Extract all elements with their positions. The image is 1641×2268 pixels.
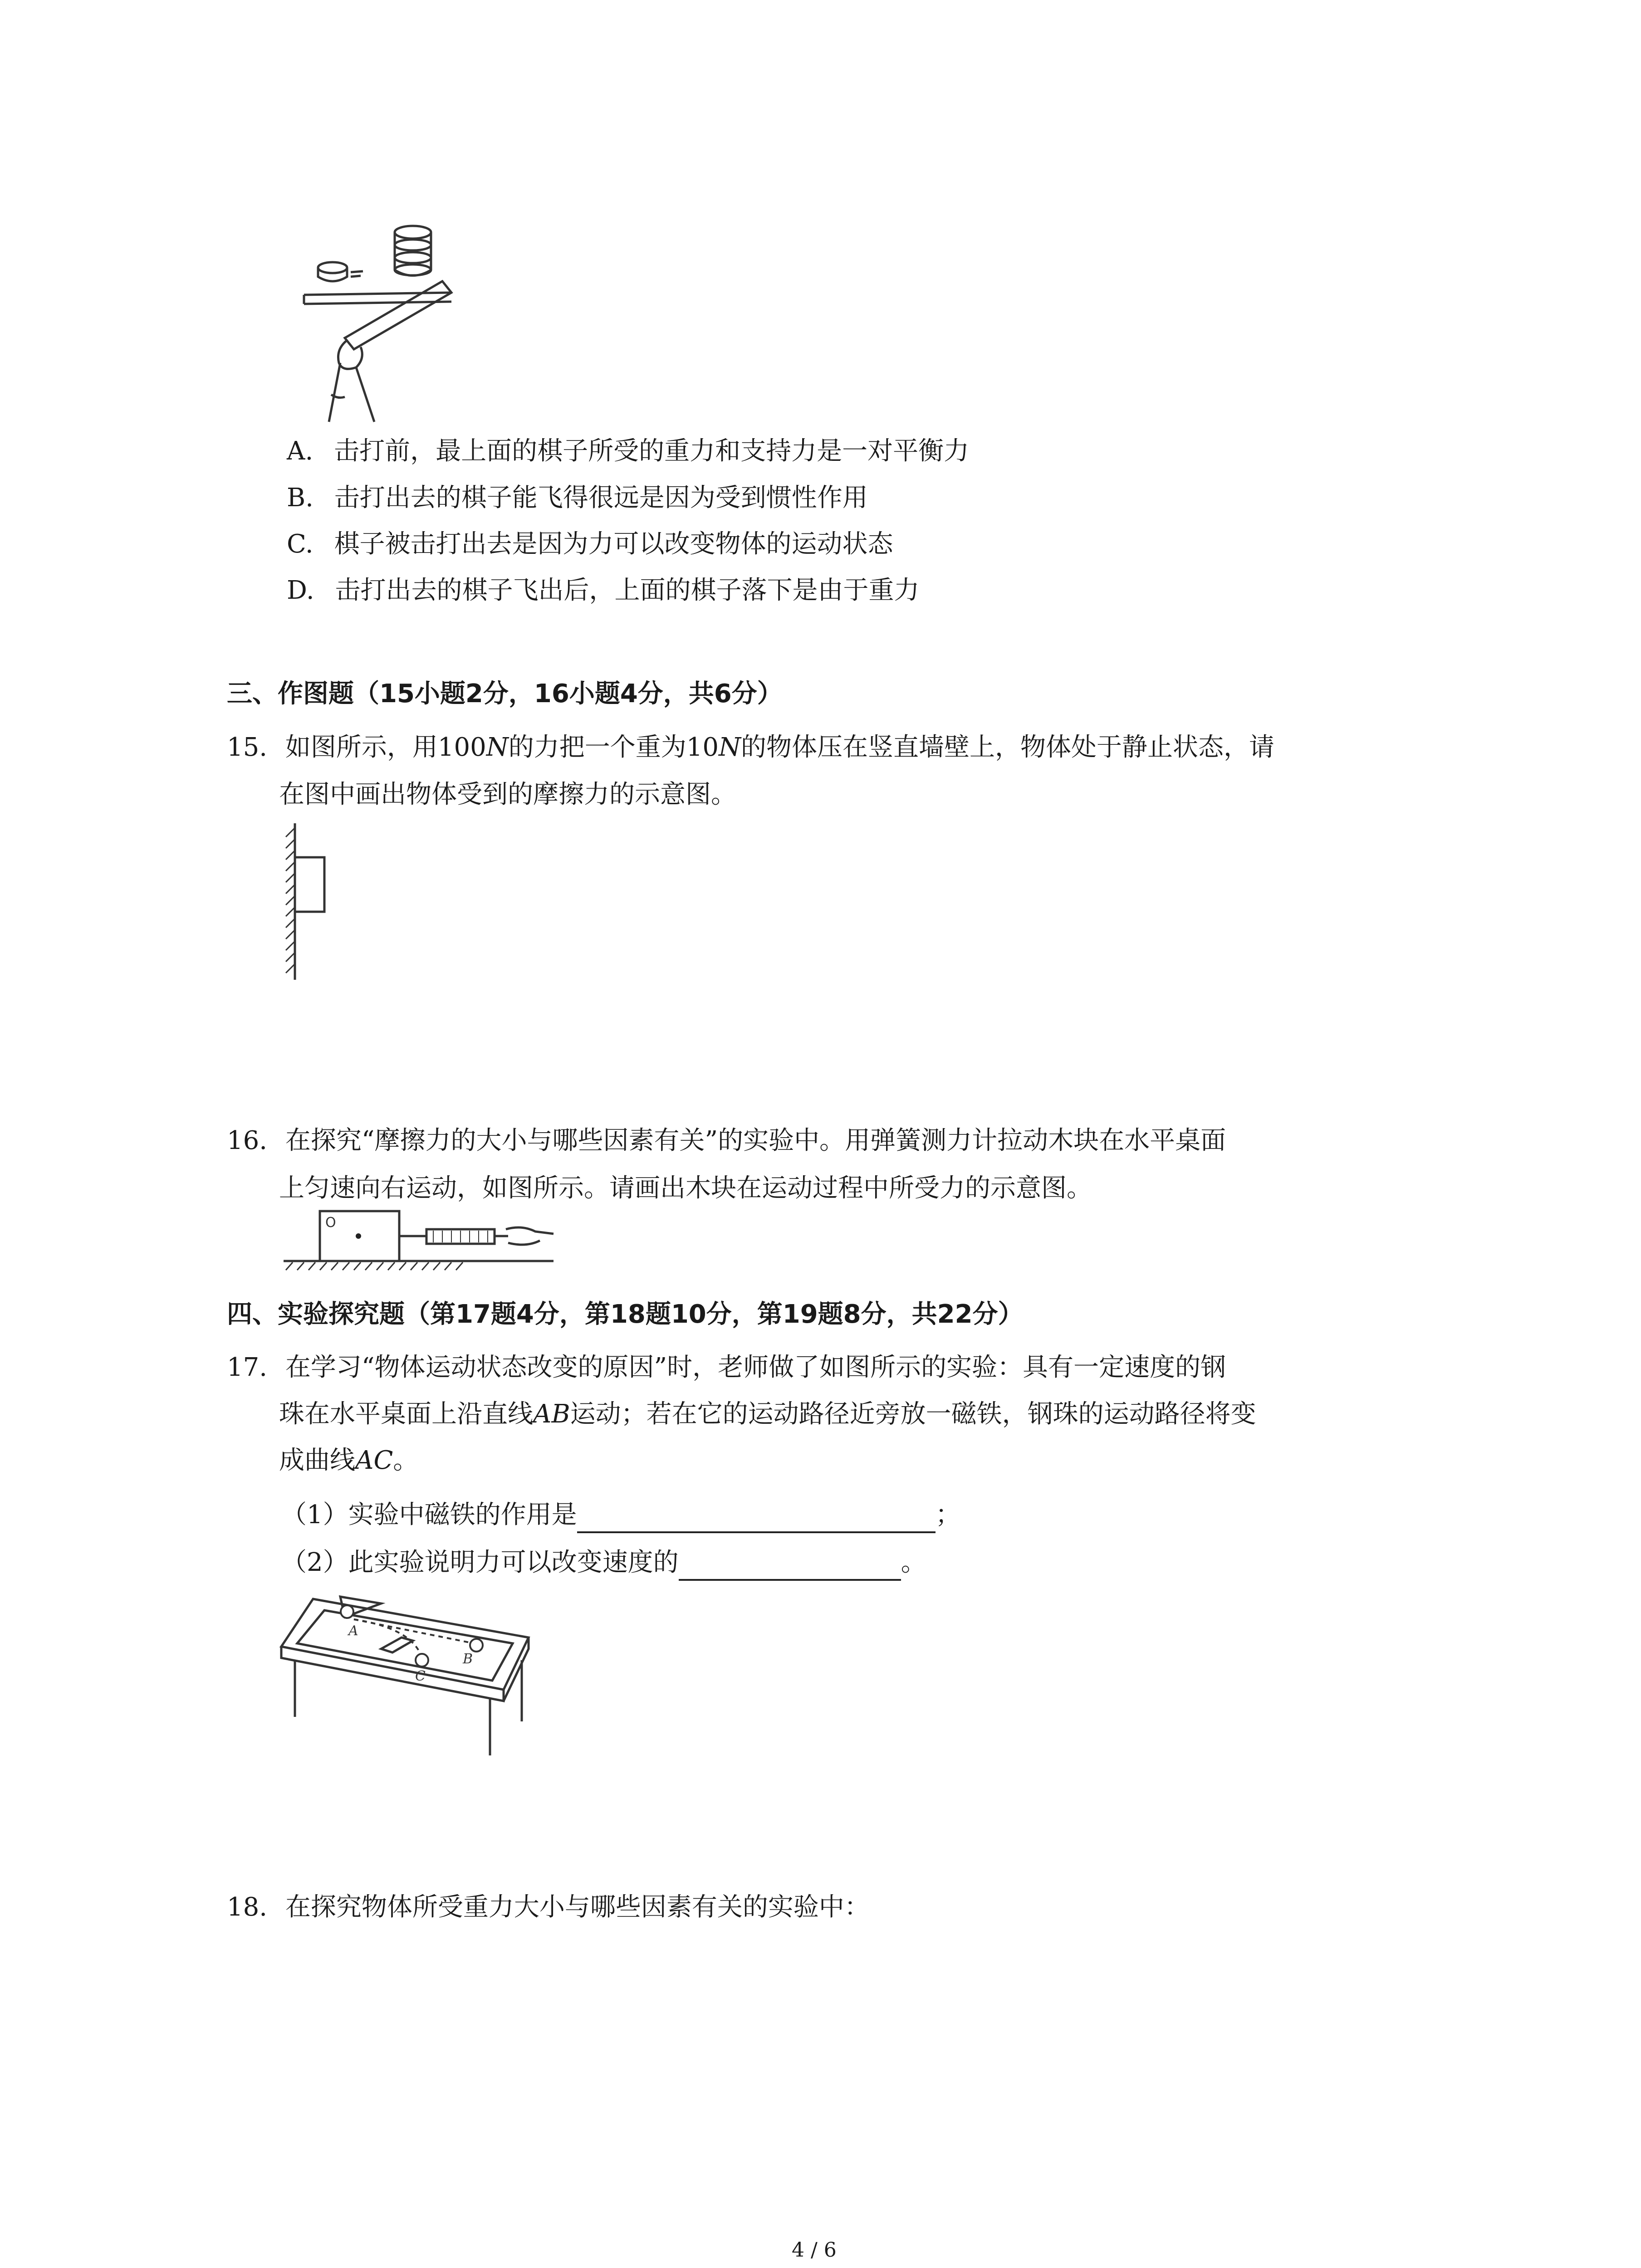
q17-sub1 [281, 1497, 961, 1533]
q17-answer-blank-1[interactable] [577, 1504, 936, 1533]
q17-sub1-text: （1）实验中磁铁的作用是 [281, 1500, 577, 1530]
q18-text: 在探究物体所受重力大小与哪些因素有关的实验中： [285, 1892, 870, 1922]
question-number: 15. [227, 733, 268, 762]
q17-sub2 [281, 1545, 926, 1581]
q17-var-ac: AC [355, 1446, 393, 1475]
point-b-label: B [463, 1651, 473, 1667]
q15-text-a: 如图所示，用 [285, 733, 438, 762]
q17-text-3b: 。 [393, 1446, 419, 1475]
q17-text-2b: 运动；若在它的运动路径近旁放一磁铁，钢珠的运动路径将变 [570, 1399, 1256, 1429]
q17-line2 [279, 1396, 1256, 1432]
q15-unit-2: N [719, 733, 741, 762]
point-a-label: A [348, 1623, 358, 1639]
magnet-ball-figure [277, 1585, 535, 1758]
q15-unit-1: N [486, 733, 509, 762]
option-letter: C. [287, 529, 314, 559]
option-text: 击打前，最上面的棋子所受的重力和支持力是一对平衡力 [334, 436, 970, 466]
option-b [287, 480, 868, 516]
point-c-label: C [415, 1668, 426, 1684]
q17-sub2-end: 。 [901, 1548, 926, 1577]
q17-answer-blank-2[interactable] [679, 1552, 901, 1581]
block-spring-scale-figure [281, 1204, 563, 1272]
wall-block-figure [272, 823, 336, 982]
q17-text-1: 在学习“物体运动状态改变的原因”时，老师做了如图所示的实验：具有一定速度的钢 [285, 1353, 1226, 1382]
page-number: 4 / 6 [792, 2239, 837, 2262]
q17-line1 [227, 1349, 1226, 1386]
chess-strike-figure [297, 213, 470, 426]
q15-force-value-1: 100 [437, 733, 486, 762]
option-text: 击打出去的棋子飞出后，上面的棋子落下是由于重力 [335, 576, 920, 605]
q16-line2: 上匀速向右运动，如图所示。请画出木块在运动过程中所受力的示意图。 [279, 1173, 1092, 1203]
section-4-heading: 四、实验探究题（第17题4分，第18题10分，第19题8分，共22分） [227, 1300, 1024, 1329]
q15-force-value-2: 10 [686, 733, 719, 762]
q17-sub1-end: ； [935, 1500, 961, 1530]
q17-text-3a: 成曲线 [279, 1446, 355, 1475]
option-c [287, 526, 893, 562]
q17-line3 [279, 1442, 418, 1479]
section-3-heading: 三、作图题（15小题2分，16小题4分，共6分） [227, 679, 783, 709]
question-number: 18. [227, 1892, 268, 1922]
q17-var-ab: AB [533, 1399, 570, 1429]
q17-sub2-text: （2）此实验说明力可以改变速度的 [281, 1548, 679, 1577]
option-letter: B. [287, 483, 314, 513]
option-letter: D. [287, 576, 314, 605]
option-text: 击打出去的棋子能飞得很远是因为受到惯性作用 [334, 483, 868, 513]
option-letter: A. [287, 436, 314, 466]
option-a [287, 433, 969, 469]
question-number: 17. [227, 1353, 268, 1382]
q15-text-b: 的力把一个重为 [508, 733, 686, 762]
option-d [287, 572, 920, 609]
q15-line1 [227, 729, 1274, 766]
block-label: O [325, 1215, 336, 1231]
q16-line1 [227, 1123, 1226, 1159]
option-text: 棋子被击打出去是因为力可以改变物体的运动状态 [334, 529, 893, 559]
q18-line1 [227, 1889, 870, 1926]
q17-text-2a: 珠在水平桌面上沿直线 [279, 1399, 533, 1429]
q15-line2: 在图中画出物体受到的摩擦力的示意图。 [279, 780, 736, 809]
question-number: 16. [227, 1126, 268, 1155]
q15-text-c: 的物体压在竖直墙壁上，物体处于静止状态，请 [741, 733, 1275, 762]
q16-text-1: 在探究“摩擦力的大小与哪些因素有关”的实验中。用弹簧测力计拉动木块在水平桌面 [285, 1126, 1226, 1155]
